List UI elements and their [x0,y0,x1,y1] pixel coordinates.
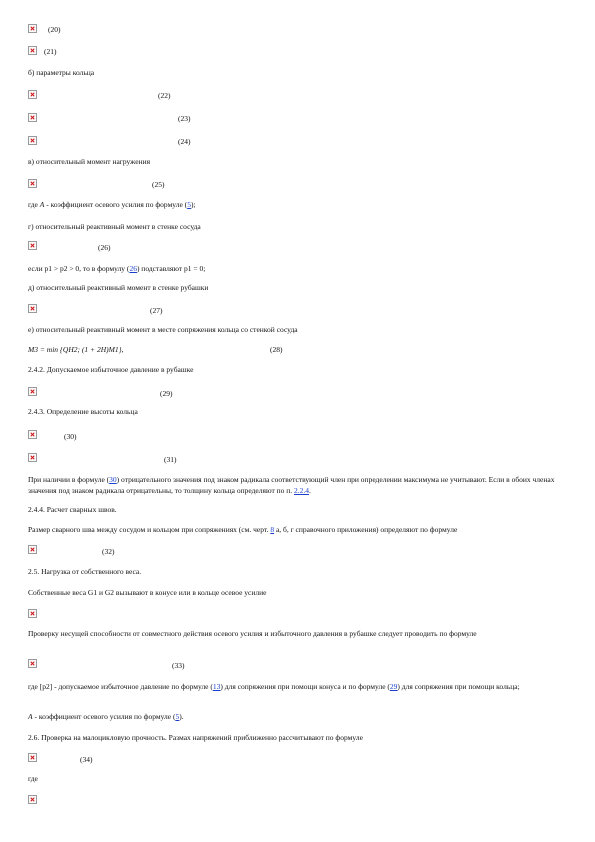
broken-image-icon [28,241,37,250]
equation-number: (27) [150,306,163,315]
paragraph: Собственные веса G1 и G2 вызывают в конусе или в кольце осевое усилие [28,588,267,597]
equation-number: (25) [152,180,165,189]
paragraph: д) относительный реактивный момент в стенке рубашки [28,283,209,292]
broken-image-icon [28,136,37,145]
link-formula-13[interactable]: 13 [212,682,221,691]
broken-image-icon [28,387,37,396]
broken-image-icon [28,795,37,804]
equation-number: (20) [48,25,61,34]
broken-image-icon [28,453,37,462]
broken-image-icon [28,659,37,668]
link-section-2-2-4[interactable]: 2.2.4 [294,486,310,495]
equation-number: (30) [64,432,77,441]
section-heading: 2.6. Проверка на малоцикловую прочность. Размах напряжений приближенно рассчитывают по формуле [28,733,363,742]
broken-image-icon [28,90,37,99]
section-heading: 2.4.2. Допускаемое избыточное давление в рубашке [28,365,194,374]
paragraph: б) параметры кольца [28,68,95,77]
equation-number: (29) [160,389,173,398]
equation-number: (31) [164,455,177,464]
broken-image-icon [28,179,37,188]
equation-number: (26) [98,243,111,252]
equation-number: (28) [270,345,283,354]
equation-number: (34) [80,755,93,764]
paragraph: Проверку несущей способности от совместного действия осевого усилия и избыточного давления в рубашке следует проводить по формуле [28,629,477,638]
broken-image-icon [28,46,37,55]
paragraph: При наличии в формуле (30) отрицательного значения под знаком радикала соответствующий член при определении максимума не учитывают. Если в обоих членах значения под знаком радикала отрицательны, то толщину кольца определяют по п. 2.2.4. [28,475,555,495]
paragraph: г) относительный реактивный момент в стенке сосуда [28,222,201,231]
link-drawing-8[interactable]: 8 [270,525,275,534]
paragraph: где А - коэффициент осевого усилия по формуле (5); [28,200,196,209]
broken-image-icon [28,609,37,618]
paragraph: где [p2] - допускаемое избыточное давление по формуле (13) для сопряжения при помощи конуса и по формуле (29) для сопряжения при помощи кольца; [28,682,520,691]
broken-image-icon [28,24,37,33]
link-formula-30[interactable]: 30 [109,475,117,484]
broken-image-icon [28,304,37,313]
section-heading: 2.5. Нагрузка от собственного веса. [28,567,142,576]
equation-number: (33) [172,661,185,670]
section-heading: 2.4.4. Расчет сварных швов. [28,505,117,514]
link-formula-29[interactable]: 29 [389,682,398,691]
broken-image-icon [28,545,37,554]
equation-number: (24) [178,137,191,146]
paragraph: е) относительный реактивный момент в месте сопряжения кольца со стенкой сосуда [28,325,298,334]
broken-image-icon [28,113,37,122]
equation-number: (23) [178,114,191,123]
paragraph: в) относительный момент нагружения [28,157,151,166]
link-formula-5[interactable]: 5 [187,200,191,209]
paragraph: где [28,774,38,783]
link-formula-26[interactable]: 26 [129,264,137,273]
equation-number: (21) [44,47,57,56]
equation-number: (22) [158,91,171,100]
broken-image-icon [28,430,37,439]
paragraph: А - коэффициент осевого усилия по формуле (5). [28,712,184,721]
broken-image-icon [28,753,37,762]
paragraph: Размер сварного шва между сосудом и кольцом при сопряжениях (см. черт. 8 а, б, г справочного приложения) определяют по формуле [28,525,458,534]
paragraph: если p1 > p2 > 0, то в формулу (26) подставляют p1 = 0; [28,264,206,273]
section-heading: 2.4.3. Определение высоты кольца [28,407,138,416]
link-formula-5-b[interactable]: 5 [175,712,180,721]
formula-m3: M3 = min {QH2; (1 + 2H)M1}, [28,345,124,354]
equation-number: (32) [102,547,115,556]
